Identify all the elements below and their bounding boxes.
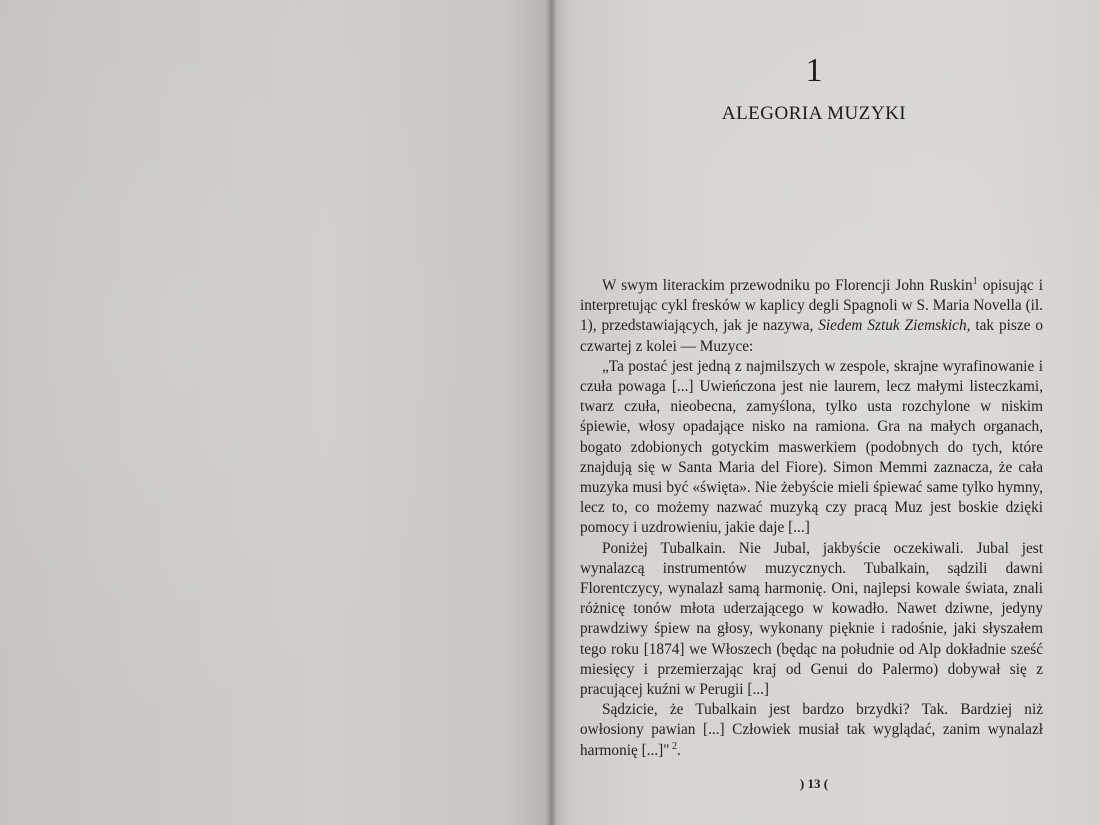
paragraph-text: Poniżej Tubalkain. Nie Jubal, jakbyście oczekiwali. Jubal jest wynalazcą instrumentów muzycznych. Tubalkain, sądzili dawni Florentczycy, wynalazł samą harmonię. Oni, najlepsi kowale świata, znali różnicę tonów młota uderzającego w kowadło. Nawet dziwne, jedyny prawdziwy śpiew na głosy, wykonany pięknie i radośnie, jaki słyszałem tego roku [1874] we Włoszech (będąc na południe od Alp dokładnie sześć miesięcy i przemierzając kraj od Genui do Palermo) dobywał się z pracującej kuźni w Perugii [...] bbox=[580, 539, 1043, 699]
paragraph bbox=[580, 357, 1043, 539]
footnote-reference: 2 bbox=[669, 740, 677, 752]
chapter-title: ALEGORIA MUZYKI bbox=[721, 103, 907, 124]
paragraph-text: . bbox=[677, 741, 681, 759]
chapter-number: 1 bbox=[805, 52, 823, 89]
paragraph-text: „Ta postać jest jedną z najmilszych w zespole, skrajne wyrafinowanie i czuła powaga [...] Uwieńczona jest nie laurem, lecz małymi listeczkami, twarz czuła, nieobecna, zamyślona, tylko usta rozchylone w niskim śpiewie, włosy opadające nisko na ramiona. Gra na małych organach, bogato zdobionych gotyckim maswerkiem (podobnych do tych, które znajdują się w Santa Maria del Fiore). Simon Memmi zaznacza, że cała muzyka musi być «święta». Nie żebyście mieli śpiewać same tylko hymny, lecz to, co możemy nazwać muzyką czy pracą Muz jest boskie dzięki pomocy i uzdrowieniu, jakie daje [...] bbox=[580, 357, 1043, 537]
page-number: ) 13 ( bbox=[799, 776, 829, 791]
paragraph-text: opisując i interpretując cykl fresków w kaplicy degli Spagnoli w S. Maria Novella (il. 1), przedstawiających, jak je nazywa, bbox=[580, 277, 1043, 335]
chapter-body bbox=[580, 276, 1043, 761]
italic-title: Siedem Sztuk Ziemskich, bbox=[818, 317, 971, 335]
paragraph bbox=[580, 539, 1043, 701]
footnote-reference: 1 bbox=[972, 275, 978, 287]
paragraph-text: Sądzicie, że Tubalkain jest bardzo brzydki? Tak. Bardziej niż owłosiony pawian [...] Człowiek musiał tak wyglądać, zanim wynalazł harmonię [...]" bbox=[580, 701, 1043, 759]
paragraph bbox=[580, 700, 1043, 761]
right-page bbox=[550, 0, 1100, 825]
paragraph-text: W swym literackim przewodniku po Florencji John Ruskin bbox=[602, 277, 973, 294]
paragraph-text: tak pisze o czwartej z kolei — Muzyce: bbox=[580, 317, 1043, 355]
book-gutter bbox=[545, 0, 557, 825]
paragraph bbox=[580, 276, 1043, 357]
